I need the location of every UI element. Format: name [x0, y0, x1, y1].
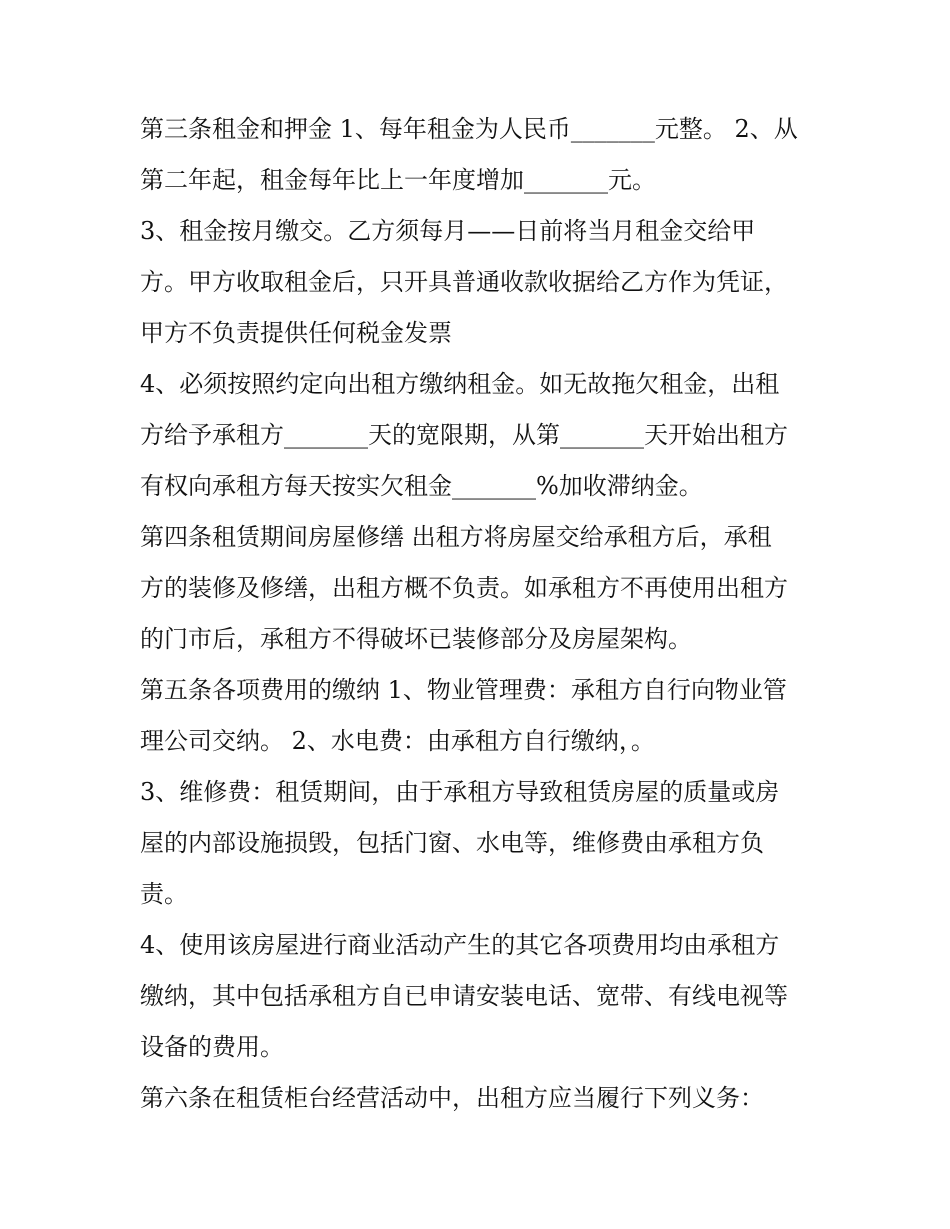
text-line-19: 设备的费用。: [140, 1033, 284, 1061]
text-line-01: 第三条租金和押金 1、每年租金为人民币_______元整。 2、从: [140, 115, 798, 143]
text-line-18: 缴纳，其中包括承租方自已申请安装电话、宽带、有线电视等: [140, 982, 788, 1010]
text-line-14: 3、维修费：租赁期间，由于承租方导致租赁房屋的质量或房: [140, 778, 780, 806]
text-line-16: 责。: [140, 880, 188, 908]
text-line-08: 有权向承租方每天按实欠租金_______%加收滞纳金。: [140, 472, 703, 500]
text-line-06: 4、必须按照约定向出租方缴纳租金。如无故拖欠租金，出租: [140, 370, 780, 398]
text-line-12: 第五条各项费用的缴纳 1、物业管理费：承租方自行向物业管: [140, 676, 787, 704]
text-line-17: 4、使用该房屋进行商业活动产生的其它各项费用均由承租方: [140, 931, 780, 959]
text-line-20: 第六条在租赁柜台经营活动中，出租方应当履行下列义务：: [140, 1084, 764, 1112]
text-line-13: 理公司交纳。 2、水电费：由承租方自行缴纳，。: [140, 727, 655, 755]
text-line-09: 第四条租赁期间房屋修缮 出租方将房屋交给承租方后，承租: [140, 523, 772, 551]
text-line-07: 方给予承租方_______天的宽限期，从第_______天开始出租方: [140, 421, 788, 449]
text-line-02: 第二年起，租金每年比上一年度增加_______元。: [140, 166, 656, 194]
text-line-15: 屋的内部设施损毁，包括门窗、水电等，维修费由承租方负: [140, 829, 764, 857]
text-line-04: 方。甲方收取租金后，只开具普通收款收据给乙方作为凭证，: [140, 268, 788, 296]
text-line-03: 3、租金按月缴交。乙方须每月——日前将当月租金交给甲: [140, 217, 756, 245]
text-line-11: 的门市后，承租方不得破坏已装修部分及房屋架构。: [140, 625, 692, 653]
document-body: [140, 104, 820, 1124]
text-line-10: 方的装修及修缮，出租方概不负责。如承租方不再使用出租方: [140, 574, 788, 602]
text-line-05: 甲方不负责提供任何税金发票: [140, 319, 452, 347]
